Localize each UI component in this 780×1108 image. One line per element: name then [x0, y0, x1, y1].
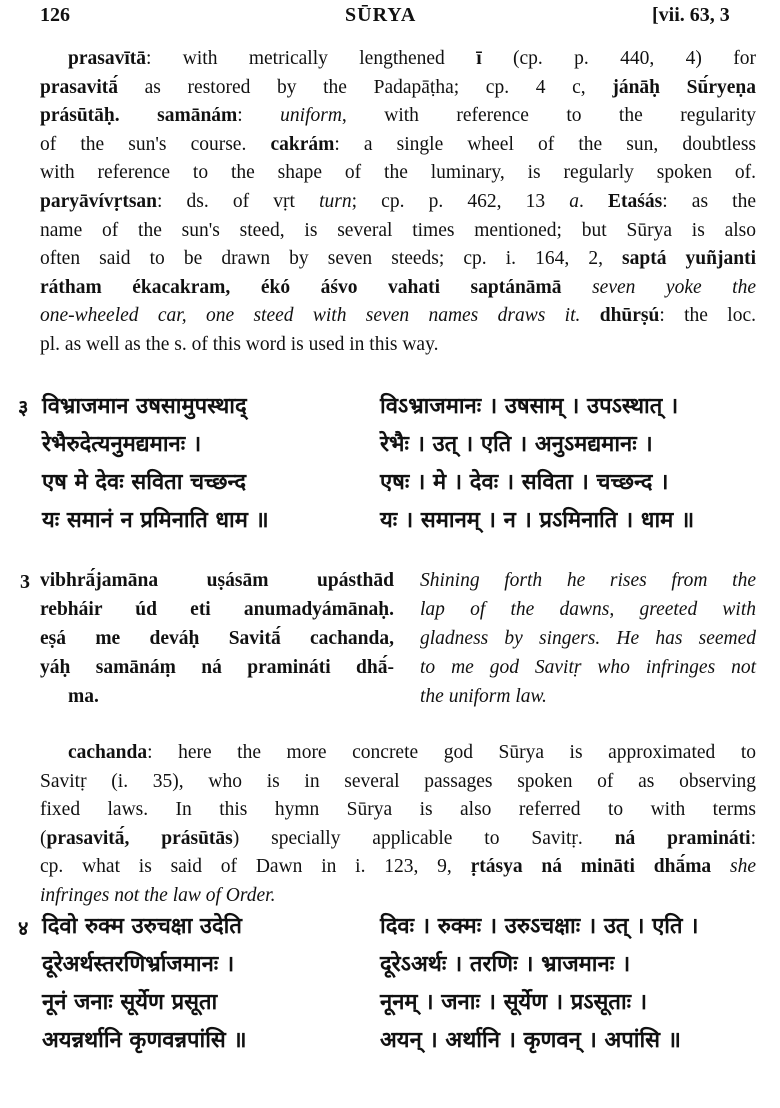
verse-reference: [vii. 63, 3 — [652, 4, 730, 26]
text-line — [40, 131, 756, 159]
verse-line: नूनं जनाः सूर्येण प्रसूता — [42, 990, 218, 1015]
text-line — [40, 825, 756, 853]
running-title: SŪRYA — [345, 4, 417, 26]
verse-line: एषः । मे । देवः । सविता । चच्छन्द । — [380, 470, 669, 495]
verse-line: अयन्नर्थानि कृणवन्नपांसि ॥ — [42, 1028, 247, 1053]
headword: rátham ékacakram, ékó áśvo vahati saptánāmā — [40, 276, 562, 298]
verse-line: yáḥ samānáṃ ná pramináti dhā́- — [40, 657, 394, 678]
headword: prásūtāḥ. — [40, 105, 120, 127]
headword: samānám — [157, 105, 238, 127]
text-span: pl. as well as the s. of this word is used in this way. — [40, 334, 439, 355]
text-line — [40, 217, 756, 245]
text-span: : as the — [662, 191, 756, 212]
translation-gloss: turn — [319, 191, 352, 212]
text-span — [120, 105, 157, 126]
verse-line: विऽभ्राजमानः । उषसाम् । उपऽस्थात् । — [380, 394, 679, 419]
text-span: name of the sun's steed, is several times mentioned; but Sūrya is also — [40, 219, 756, 241]
headword: cachanda — [68, 742, 148, 763]
text-line — [40, 768, 756, 796]
headword: ná pramináti — [614, 827, 751, 849]
headword: ṛtásya ná mināti dhā́ma — [470, 856, 712, 878]
verse-line: gladness by singers. He has seemed — [420, 628, 756, 649]
text-span: fixed laws. In this hymn Sūrya is also referred to with terms — [40, 799, 756, 821]
text-span: : — [237, 105, 281, 127]
verse-line: रेभैः । उत् । एति । अनुऽमद्यमानः । — [380, 432, 653, 457]
text-span: ; cp. p. 462, 13 — [351, 191, 570, 212]
headword: Etaśás — [608, 191, 663, 212]
translation-gloss: uniform — [280, 105, 342, 127]
text-line — [40, 882, 756, 910]
verse-line: Shining forth he rises from the — [420, 570, 756, 591]
text-line — [40, 302, 756, 330]
verse-number: ४ — [18, 918, 29, 940]
text-span: : the loc. — [659, 305, 756, 327]
text-span: ) specially applicable to Savitṛ. — [232, 827, 615, 849]
headword: prasavītā — [68, 48, 146, 69]
text-line — [40, 853, 756, 881]
text-span: ( — [40, 827, 47, 849]
text-line — [68, 45, 756, 73]
text-line — [40, 274, 756, 302]
headword: saptá yuñjanti — [622, 248, 756, 270]
verse-number: 3 — [20, 571, 30, 593]
translation-gloss: a — [569, 191, 580, 212]
text-line — [40, 188, 756, 216]
verse-line: दूरेअर्थस्तरणिर्भ्राजमानः । — [42, 952, 235, 977]
headword: prasavitā́, prásūtās — [46, 827, 233, 849]
text-span: (cp. p. 440, 4) for — [481, 48, 756, 69]
text-span: . — [579, 191, 609, 212]
verse-line: दूरेऽअर्थः । तरणिः । भ्राजमानः । — [380, 952, 631, 977]
translation-gloss: she — [711, 856, 756, 878]
text-line — [40, 159, 756, 187]
verse-line: ma. — [68, 686, 99, 707]
headword: dhūrṣú — [599, 305, 660, 327]
text-span: of the sun's course. — [40, 133, 271, 155]
text-span: Savitṛ (i. 35), who is in several passages spoken of as observing — [40, 770, 756, 792]
text-span: with reference to the shape of the luminary, is regularly spoken of. — [40, 162, 756, 184]
text-span: : a single wheel of the sun, doubtless — [334, 133, 756, 155]
headword: jánāḥ Sū́ryeṇa — [612, 76, 757, 98]
text-span: : with metrically lengthened — [146, 48, 477, 69]
verse-line: the uniform law. — [420, 686, 547, 707]
translation-gloss: infringes not the law of Order. — [40, 885, 276, 906]
verse-line: lap of the dawns, greeted with — [420, 599, 756, 620]
verse-line: to me god Savitṛ who infringes not — [420, 657, 756, 678]
text-span: : — [750, 827, 756, 849]
verse-line: यः । समानम् । न । प्रऽमिनाति । धाम ॥ — [380, 508, 695, 533]
page-number: 126 — [40, 4, 70, 26]
text-line — [40, 245, 756, 273]
translation-gloss: one-wheeled car, one steed with seven names draws it. — [40, 305, 581, 327]
text-line — [40, 102, 756, 130]
headword: cakrám — [270, 133, 335, 155]
verse-line: विभ्राजमान उषसामुपस्थाद् — [42, 394, 247, 419]
text-span — [580, 305, 599, 326]
headword: prasavitā́ — [40, 76, 118, 98]
text-span: , with reference to the regularity — [341, 105, 757, 127]
text-span: often said to be drawn by seven steeds; cp. i. 164, 2, — [40, 248, 623, 270]
text-line — [68, 739, 756, 767]
verse-line: नूनम् । जनाः । सूर्येण । प्रऽसूताः । — [380, 990, 648, 1015]
text-span: : here the more concrete god Sūrya is approximated to — [147, 742, 756, 763]
verse-line: दिवो रुक्म उरुचक्षा उदेति — [42, 914, 242, 939]
verse-line: vibhrā́jamāna uṣásām upásthād — [40, 570, 394, 591]
text-line — [40, 796, 756, 824]
verse-line: यः समानं न प्रमिनाति धाम ॥ — [42, 508, 269, 533]
verse-line: अयन् । अर्थानि । कृणवन् । अपांसि ॥ — [380, 1028, 681, 1053]
verse-line: एष मे देवः सविता चच्छन्द — [42, 470, 247, 495]
headword: ī — [476, 48, 482, 69]
verse-number: ३ — [18, 397, 29, 419]
text-span: as restored by the Padapāṭha; cp. 4 c, — [118, 76, 613, 98]
translation-gloss: seven yoke the — [561, 276, 757, 298]
verse-line: दिवः । रुक्मः । उरुऽचक्षाः । उत् । एति । — [380, 914, 699, 939]
text-span: : ds. of vṛt — [157, 191, 320, 212]
verse-line: eṣá me deváḥ Savitā́ cachanda, — [40, 628, 394, 649]
text-span: cp. what is said of Dawn in i. 123, 9, — [40, 856, 471, 878]
headword: paryāvívṛtsan — [40, 191, 157, 212]
verse-line: रेभैरुदेत्यनुमद्यमानः । — [42, 432, 202, 457]
verse-line: rebháir úd eti anumadyámānaḥ. — [40, 599, 394, 620]
text-line — [40, 331, 756, 359]
text-line — [40, 74, 756, 102]
